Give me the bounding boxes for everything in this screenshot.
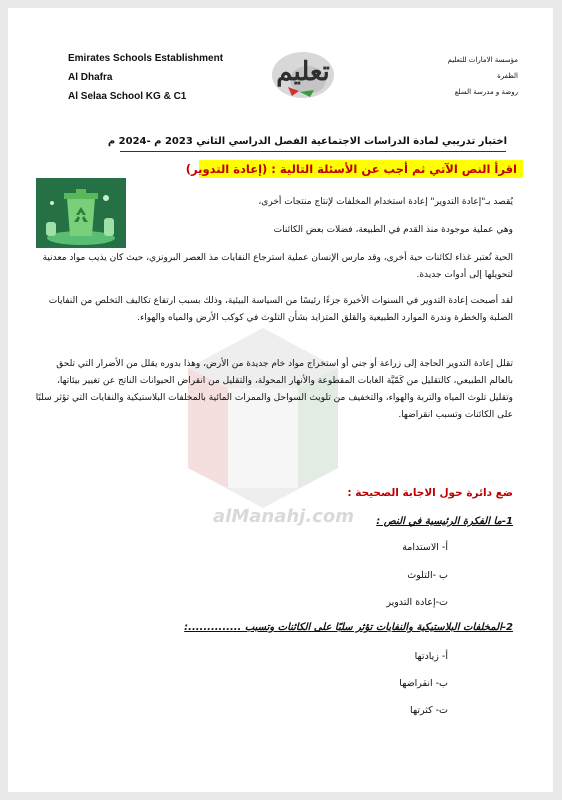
exam-sheet bbox=[8, 8, 553, 792]
header-en-line1: Emirates Schools Establishment bbox=[68, 53, 224, 64]
taleem-logo bbox=[270, 50, 336, 100]
header-en-line3: Al Selaa School KG & C1 bbox=[68, 91, 187, 102]
title-underline bbox=[120, 151, 506, 152]
q2-option-b[interactable]: ب- انقراضها bbox=[399, 678, 448, 689]
passage-para4: تقلل إعادة التدوير الحاجة إلى زراعة أو جني أو استخراج مواد خام جديدة من الأرض، وهذا بدوره يقلل من الأضرار التي تلحق بالعالم الطبيعي، كالتقليل من كَمّيَّة الغابات المقطوعة والأنهار المحولة، والتقليل من انقراض الحيوانات الناتج عن تغيير بيئاتها، وتقليل تلوث المياه والتربة والهواء، والتخفيف من تلويث السواحل والممرات المائية بالمخلفات البلاستيكية والنفايات التي تؤثر سلبًا على الكائنات وتسبب انقراضها. bbox=[35, 359, 513, 420]
passage-para3: لقد أصبحت إعادة التدوير في السنوات الأخيرة جزءًا رئيسًا من السياسة البيئية، وذلك بسبب ارتفاع تكاليف التخلص من النفايات الصلبة والخطرة وندرة الموارد الطبيعية والقلق المتزايد بشأن التلوث في كوكب الأرض والمياه والهواء. bbox=[48, 296, 513, 323]
q2-option-a[interactable]: أ- زيادتها bbox=[414, 651, 448, 662]
question-1: 1-ما الفكرة الرئيسية في النص : bbox=[376, 516, 513, 527]
recycle-bin-image bbox=[36, 178, 126, 248]
watermark-text: alManahj.com bbox=[213, 506, 354, 527]
header-ar-line3: روضة و مدرسة السلع bbox=[454, 88, 518, 96]
q2-option-c[interactable]: ت- كثرتها bbox=[410, 705, 448, 716]
q1-option-b[interactable]: ب -التلوث bbox=[407, 570, 448, 581]
instruction-banner: اقرأ النص الآتي ثم أجب عن الأسئلة التالية : (إعادة التدوير) bbox=[199, 160, 523, 178]
passage-para2: الحية تُعتبر غذاء لكائنات حية أخرى، وقد مارس الإنسان عملية استرجاع النفايات مذ العصر البرونزي، حيث كان يذيب مواد معدنية لتحويلها إلى أدوات جديدة. bbox=[42, 253, 513, 280]
question-2: 2-المخلفات البلاستيكية والنفايات تؤثر سلبًا على الكائنات وتسبب ..............: bbox=[184, 622, 513, 633]
q1-option-c[interactable]: ت-إعادة التدوير bbox=[386, 597, 448, 608]
header-ar-line2: الظفرة bbox=[497, 72, 518, 80]
passage-line1: يُقصد بـ"إعادة التدوير" إعادة استخدام المخلفات لإنتاج منتجات أخرى، bbox=[258, 197, 513, 207]
logo-text: تعليم bbox=[276, 57, 330, 87]
questions-heading: ضع دائرة حول الاجابة الصحيحة : bbox=[347, 487, 513, 499]
header-ar-line1: مؤسسة الامارات للتعليم bbox=[447, 56, 518, 64]
exam-title: اختبار تدريبي لمادة الدراسات الاجتماعية الفصل الدراسي الثاني 2023 م -2024 م bbox=[107, 136, 507, 147]
header-en-line2: Al Dhafra bbox=[68, 72, 113, 83]
q1-option-a[interactable]: أ- الاستدامة bbox=[402, 542, 448, 553]
passage-line2: وهي عملية موجودة منذ القدم في الطبيعة، فضلات بعض الكائنات bbox=[273, 225, 513, 235]
